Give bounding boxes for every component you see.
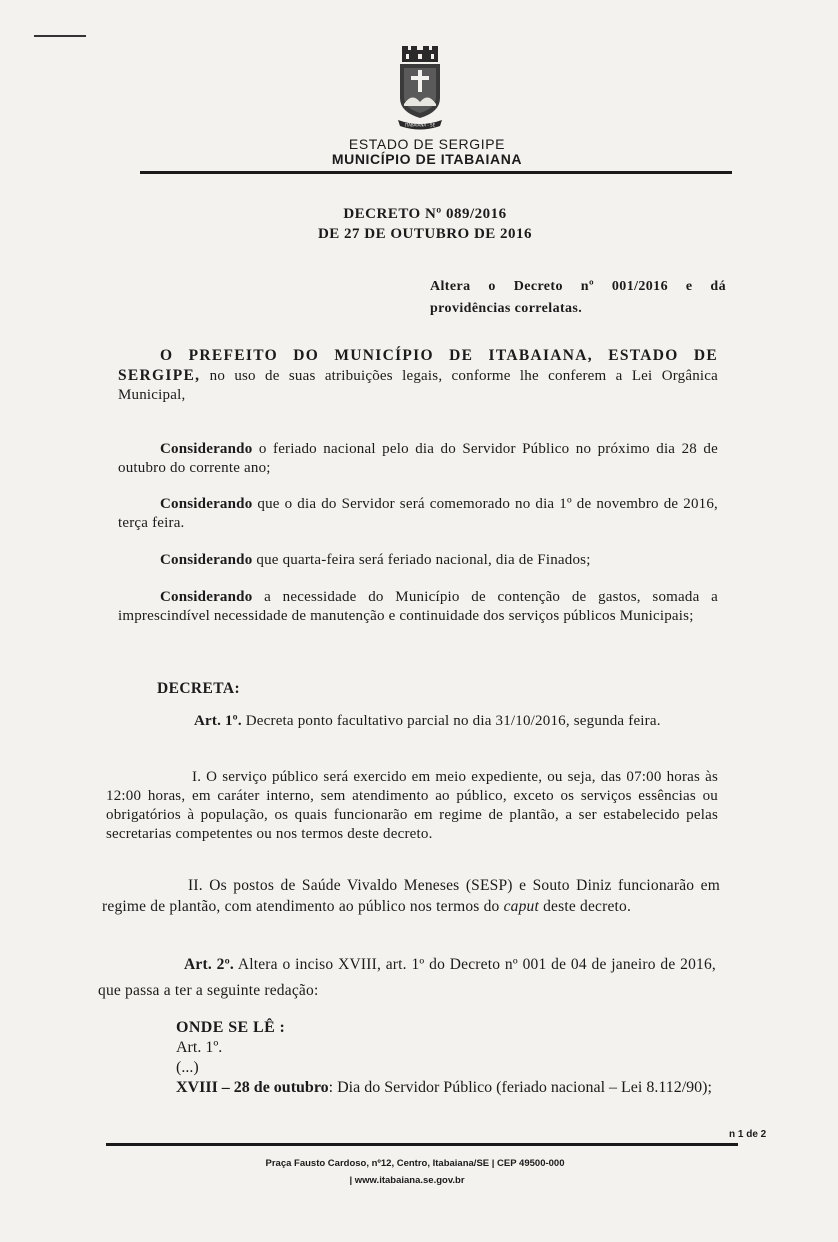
article-2: [98, 952, 716, 1004]
considerando-text: o feriado nacional pelo dia do Servidor Público no próximo dia 28 de outubro do corrente ano;: [118, 441, 718, 476]
article-1-text: Decreta ponto facultativo parcial no dia 31/10/2016, segunda feira.: [241, 713, 661, 729]
inciso-2: [102, 875, 720, 917]
page-number: n 1 de 2: [729, 1129, 767, 1140]
decreta-heading: DECRETA:: [157, 680, 241, 697]
municipal-crest-icon: [396, 46, 444, 132]
article-2-text: Altera o inciso XVIII, art. 1º do Decreto nº 001 de 04 de janeiro de 2016, que passa a ter a seguinte redação:: [98, 956, 717, 999]
onde-item-prefix: XVIII –: [176, 1079, 234, 1096]
inciso-2-after: deste decreto.: [539, 898, 632, 915]
corner-pen-mark: [34, 35, 86, 37]
inciso-1-text: I. O serviço público será exercido em meio expediente, ou seja, das 07:00 horas às 12:00 horas, em caráter interno, sem atendimento ao público, exceto os serviços essências ou obrigatórios à população, os quais funcionarão em regime de plantão, a ser estabelecido pelas secretarias competentes ou nos termos deste decreto.: [106, 769, 718, 842]
footer-address: Praça Fausto Cardoso, nº12, Centro, Itabaiana/SE | CEP 49500-000: [265, 1158, 565, 1169]
article-1: [112, 712, 716, 731]
onde-ellipsis: (...): [176, 1059, 199, 1076]
considerando-4: [118, 588, 718, 626]
considerando-1: [118, 440, 718, 478]
inciso-2-caput: caput: [503, 898, 539, 915]
municipality-name: MUNICÍPIO DE ITABAIANA: [331, 151, 523, 167]
intro-paragraph: [118, 346, 718, 405]
footer-divider: [106, 1143, 738, 1146]
decree-date: DE 27 DE OUTUBRO DE 2016: [317, 226, 533, 242]
inciso-2-text: II. Os postos de Saúde Vivaldo Meneses (SESP) e Souto Diniz funcionarão em regime de plantão, com atendimento ao público nos termos do: [102, 877, 720, 915]
onde-se-le-block: [176, 1018, 736, 1098]
onde-item-text: : Dia do Servidor Público (feriado nacional – Lei 8.112/90);: [328, 1079, 712, 1096]
decree-number: DECRETO Nº 089/2016: [343, 206, 507, 222]
considerando-text: que o dia do Servidor será comemorado no dia 1º de novembro de 2016, terça feira.: [118, 496, 718, 531]
considerando-keyword: Considerando: [160, 496, 253, 512]
inciso-1: [106, 768, 718, 844]
onde-se-le-heading: ONDE SE LÊ :: [176, 1019, 286, 1036]
state-name: ESTADO DE SERGIPE: [348, 136, 506, 152]
considerando-3: [118, 551, 718, 570]
considerando-keyword: Considerando: [160, 552, 253, 568]
onde-item: [176, 1078, 736, 1098]
considerando-2: [118, 495, 718, 533]
crest-motto: ITABAIANA - SE: [404, 122, 436, 128]
footer-website: | www.itabaiana.se.gov.br: [349, 1175, 465, 1186]
header-divider: [140, 171, 732, 174]
intro-text: no uso de suas atribuições legais, conforme lhe conferem a Lei Orgânica Municipal,: [118, 368, 718, 403]
considerando-text: que quarta-feira será feriado nacional, dia de Finados;: [252, 552, 591, 568]
onde-article: Art. 1º.: [176, 1039, 223, 1056]
article-2-label: Art. 2º.: [184, 956, 234, 973]
article-1-label: Art. 1º.: [194, 713, 242, 729]
onde-item-date: 28 de outubro: [233, 1079, 329, 1096]
intro-lead: O PREFEITO DO MUNICÍPIO DE ITABAIANA, ESTADO DE SERGIPE,: [118, 347, 718, 384]
considerando-text: a necessidade do Município de contenção de gastos, somada a imprescindível necessidade de manutenção e continuidade dos serviços públicos Municipais;: [118, 589, 718, 624]
considerando-keyword: Considerando: [160, 441, 253, 457]
decree-summary: Altera o Decreto nº 001/2016 e dá providências correlatas.: [430, 279, 726, 316]
considerando-keyword: Considerando: [160, 589, 253, 605]
